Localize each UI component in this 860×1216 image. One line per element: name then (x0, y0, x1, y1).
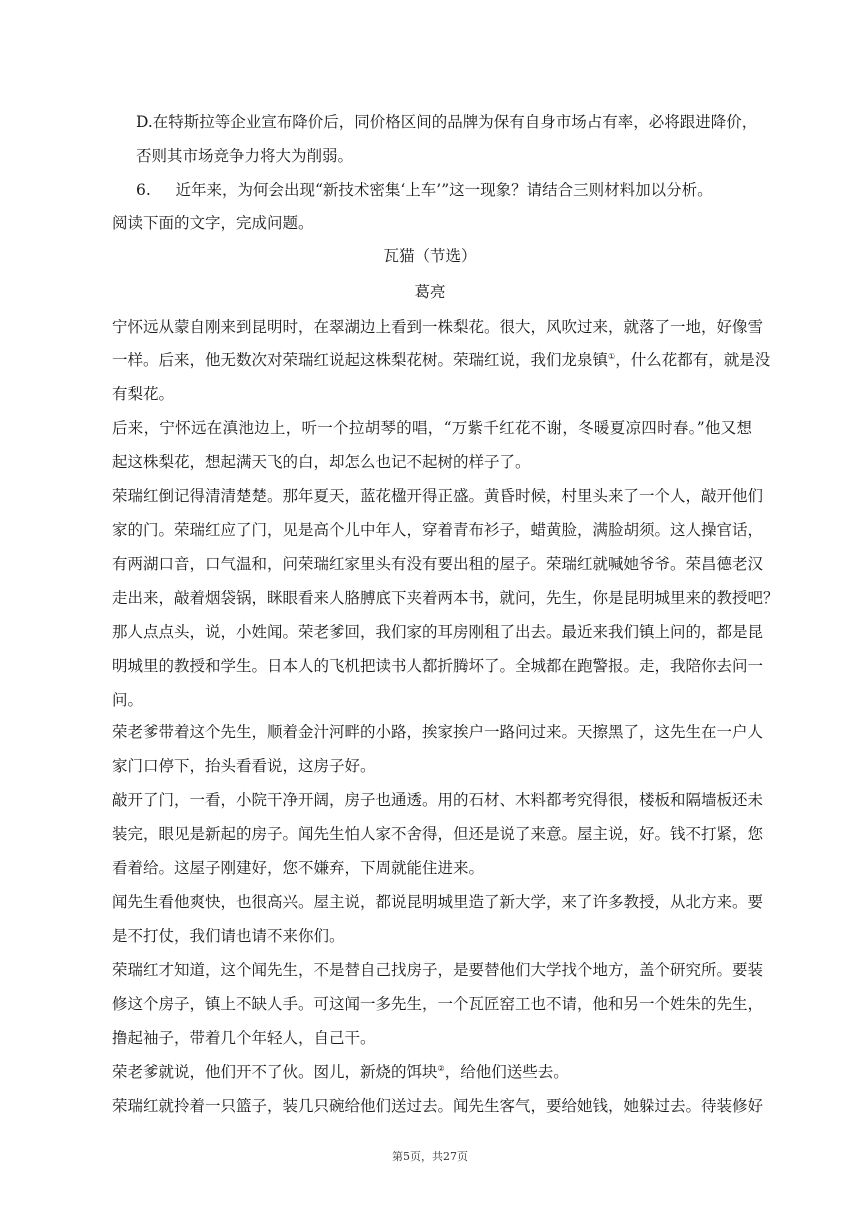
paragraph-8-line-1: 荣老爹就说，他们开不了伙。囡儿，新烧的饵块②，给他们送些去。 (112, 1063, 569, 1081)
paragraph-1-line-1: 宁怀远从蒙自刚来到昆明时，在翠湖边上看到一株梨花。很大，风吹过来，就落了一地，好像雪 (112, 318, 764, 336)
paragraph-4-line-2: 家门口停下，抬头看看说，这房子好。 (112, 757, 376, 775)
footnote-mark-2: ② (437, 1063, 445, 1073)
question-number: 6. (136, 181, 151, 199)
paragraph-2-line-1: 后来，宁怀远在滇池边上，听一个拉胡琴的唱，“万紫千红花不谢，冬暖夏凉四时春。”他又想 (112, 419, 752, 437)
paragraph-3-line-4: 走出来，敲着烟袋锅，眯眼看来人胳膊底下夹着两本书，就问，先生，你是昆明城里来的教授吧？ (112, 589, 779, 607)
question-6 (136, 180, 752, 200)
paragraph-4-line-1: 荣老爹带着这个先生，顺着金汁河畔的小路，挨家挨户一路问过来。天擦黑了，这先生在一户人 (112, 723, 764, 741)
footnote-mark-1: ① (608, 351, 616, 361)
page-footer: 第5页，共27页 (392, 1150, 468, 1163)
paragraph-6-line-2: 是不打仗，我们请也请不来你们。 (112, 927, 345, 945)
paragraph-3-line-2: 家的门。荣瑞红应了门，见是高个儿中年人，穿着青布衫子，蜡黄脸，满脸胡须。这人操官话， (112, 521, 764, 539)
paragraph-5-line-1: 敲开了门，一看，小院干净开阔，房子也通透。用的石材、木料都考究得很，楼板和隔墙板还未 (112, 791, 764, 809)
paragraph-7-line-1: 荣瑞红才知道，这个闻先生，不是替自己找房子，是要替他们大学找个地方，盖个研究所。要装 (112, 961, 764, 979)
option-d-line-2: 否则其市场竞争力将大为削弱。 (136, 147, 354, 165)
question-text: 近年来，为何会出现“新技术密集‘上车’”这一现象？请结合三则材料加以分析。 (175, 181, 713, 199)
paragraph-5-line-3: 看着给。这屋子刚建好，您不嫌弃，下周就能住进来。 (112, 859, 485, 877)
paragraph-3-line-5: 那人点点头，说，小姓闻。荣老爹回，我们家的耳房刚租了出去。最近来我们镇上问的，都是昆 (112, 623, 764, 641)
paragraph-3-line-3: 有两湖口音，口气温和，问荣瑞红家里头有没有要出租的屋子。荣瑞红就喊她爷爷。荣昌德老汉 (112, 555, 764, 573)
paragraph-9-line-1: 荣瑞红就拎着一只篮子，装几只碗给他们送过去。闻先生客气，要给她钱，她躲过去。待装修好 (112, 1097, 764, 1115)
paragraph-1-line-3: 有梨花。 (112, 385, 175, 403)
article-author: 葛亮 (414, 283, 446, 301)
paragraph-6-line-1: 闻先生看他爽快，也很高兴。屋主说，都说昆明城里造了新大学，来了许多教授，从北方来。要 (112, 893, 764, 911)
paragraph-3-line-6: 明城里的教授和学生。日本人的飞机把读书人都折腾坏了。全城都在跑警报。走，我陪你去问一 (112, 657, 764, 675)
option-d-line-1: D.在特斯拉等企业宣布降价后，同价格区间的品牌为保有自身市场占有率，必将跟进降价， (136, 113, 758, 131)
paragraph-5-line-2: 装完，眼见是新起的房子。闻先生怕人家不舍得，但还是说了来意。屋主说，好。钱不打紧，您 (112, 825, 764, 843)
reading-instruction: 阅读下面的文字，完成问题。 (112, 214, 314, 232)
paragraph-3-line-1: 荣瑞红倒记得清清楚楚。那年夏天，蓝花楹开得正盛。黄昏时候，村里头来了一个人，敲开他们 (112, 487, 764, 505)
article-title: 瓦猫（节选） (383, 247, 477, 265)
paragraph-3-line-7: 问。 (112, 691, 144, 709)
paragraph-1-line-2: 一样。后来，他无数次对荣瑞红说起这株梨花树。荣瑞红说，我们龙泉镇①，什么花都有，就是没 (112, 351, 771, 369)
paragraph-7-line-3: 撸起袖子，带着几个年轻人，自己干。 (112, 1029, 376, 1047)
paragraph-2-line-2: 起这株梨花，想起满天飞的白，却怎么也记不起树的样子了。 (112, 453, 531, 471)
paragraph-7-line-2: 修这个房子，镇上不缺人手。可这闻一多先生，一个瓦匠窑工也不请，他和另一个姓朱的先生， (112, 995, 764, 1013)
